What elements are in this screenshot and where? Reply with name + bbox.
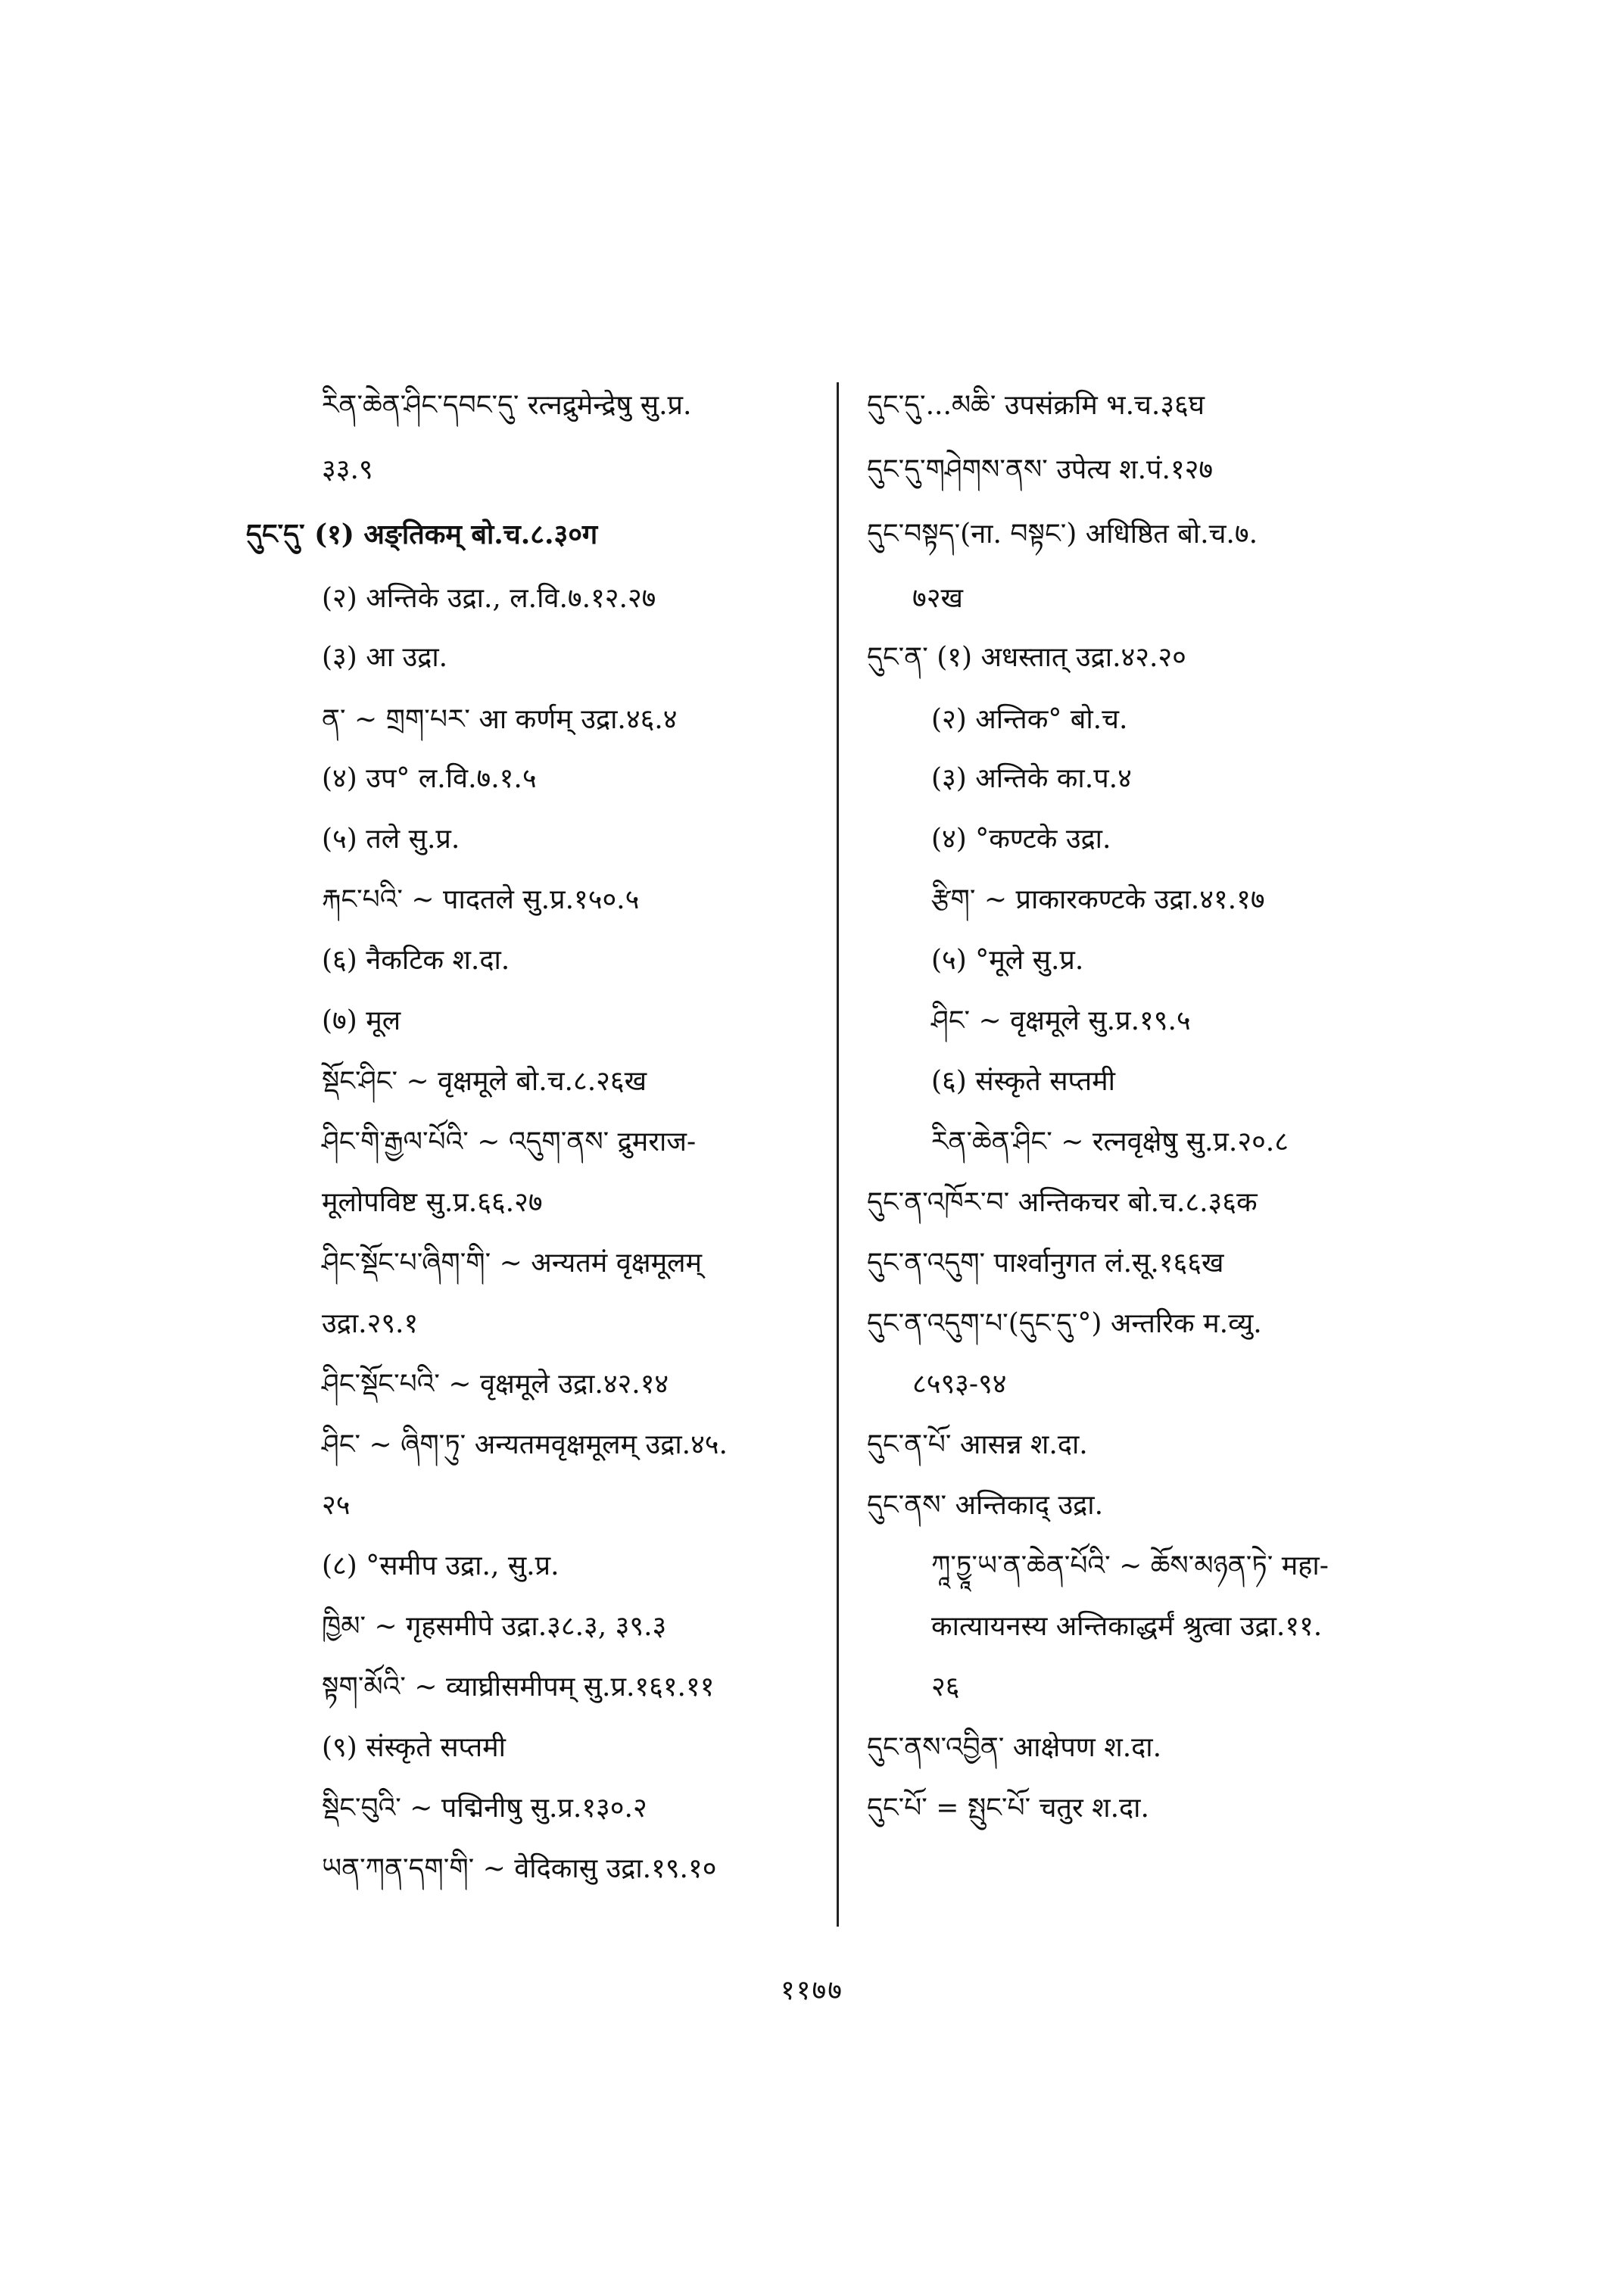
dictionary-entry-line: ཡན་ཀན་དག་གི་ ~ वेदिकासु उद्रा.१९.१० bbox=[322, 1853, 717, 1884]
dictionary-entry-line: ཤིང་སྡོང་པ་ཞིག་གི་ ~ अन्यतमं वृक्षमूलम् bbox=[322, 1248, 703, 1279]
dictionary-entry-line: कात्यायनस्य अन्तिकाद्धर्मं श्रुत्वा उद्रा.११. bbox=[931, 1611, 1323, 1642]
dictionary-entry-line: (५) °मूले सु.प्र. bbox=[931, 945, 1084, 976]
dictionary-entry-line: (६) नैकटिक श.दा. bbox=[322, 945, 510, 976]
dictionary-entry-line: ७२ख bbox=[912, 583, 963, 614]
dictionary-entry-line: ཀཱ་ཏྱཱ་ཡ་ན་ཆེན་པོའི་ ~ ཆོས་མཉན་ཏེ་ महा- bbox=[931, 1550, 1329, 1581]
dictionary-entry-line: २६ bbox=[931, 1671, 960, 1703]
dictionary-entry-line: ८५९३-९४ bbox=[912, 1369, 1007, 1400]
dictionary-entry-line: २५ bbox=[322, 1490, 351, 1521]
dictionary-entry-line: मूलोपविष्ट सु.प्र.६६.२७ bbox=[322, 1187, 543, 1218]
dictionary-entry-line: (२) अन्तिक° बो.च. bbox=[931, 704, 1128, 735]
dictionary-entry-line: དུང་ནས་འབྱིན་ आक्षेपण श.दा. bbox=[867, 1732, 1162, 1763]
dictionary-entry-line: ཤིང་གི་རྒྱལ་པོའི་ ~ འདུག་ནས་ द्रुमराज- bbox=[322, 1126, 697, 1157]
dictionary-entry-line: (७) मूल bbox=[322, 1005, 401, 1036]
dictionary-entry-line: དུང་ན་འཁོར་བ་ अन्तिकचर बो.च.८.३६क bbox=[867, 1187, 1258, 1218]
dictionary-entry-line: (४) उप° ल.वि.७.१.५ bbox=[322, 763, 537, 794]
dictionary-entry-line: ན་ ~ གྲག་པར་ आ कर्णम् उद्रा.४६.४ bbox=[322, 704, 678, 735]
column-divider bbox=[837, 382, 839, 1927]
dictionary-entry-line: དུང་བསྟད་(ना. བསྟང་) अधिष्ठित बो.च.७. bbox=[867, 519, 1258, 550]
dictionary-entry-line: རིན་ཆེན་ཤིང་དབང་དུ་ रत्नद्रुमेन्द्रेषु सु.प्र. bbox=[322, 390, 692, 421]
dictionary-entry-line: དུང་པོ་ = སྤུང་པོ་ चतुर श.दा. bbox=[867, 1793, 1149, 1824]
dictionary-entry-line: རིན་ཆེན་ཤིང་ ~ रत्नवृक्षेषु सु.प्र.२०.८ bbox=[931, 1126, 1289, 1157]
dictionary-entry-line: དུང་དུ་...མཆི་ उपसंक्रमि भ.च.३६घ bbox=[867, 390, 1205, 421]
dictionary-entry-line: (३) अन्तिके का.प.४ bbox=[931, 763, 1132, 794]
dictionary-entry-line: སྟག་མོའི་ ~ व्याघ्रीसमीपम् सु.प्र.१६१.११ bbox=[322, 1671, 715, 1703]
dictionary-entry-line: ཤིང་ ~ ཞིག་ཏུ་ अन्यतमवृक्षमूलम् उद्रा.४५. bbox=[322, 1429, 728, 1460]
dictionary-entry-line: (३) आ उद्रा. bbox=[322, 642, 448, 673]
dictionary-entry-line: སྡོང་ཤིང་ ~ वृक्षमूले बो.च.८.२६ख bbox=[322, 1066, 647, 1097]
page-number: ११७७ bbox=[781, 1975, 843, 2006]
dictionary-entry-line: (६) संस्कृते सप्तमी bbox=[931, 1066, 1116, 1097]
dictionary-entry-line: ཤིང་ ~ वृक्षमूले सु.प्र.१९.५ bbox=[931, 1005, 1191, 1036]
dictionary-entry-line: (२) अन्तिके उद्रा., ल.वि.७.१२.२७ bbox=[322, 583, 656, 614]
dictionary-entry-line: ཁྱིམ་ ~ गृहसमीपे उद्रा.३८.३, ३९.३ bbox=[322, 1611, 667, 1642]
dictionary-entry-line: དུང་ན་ (१) अधस्तात् उद्रा.४२.२० bbox=[867, 642, 1186, 673]
dictionary-entry-line: ཤིང་སྡོང་པའི་ ~ वृक्षमूले उद्रा.४२.१४ bbox=[322, 1369, 669, 1400]
dictionary-entry-line: དུང་ནས་ अन्तिकाद् उद्रा. bbox=[867, 1490, 1104, 1521]
dictionary-entry-line: དུང་ན་འདུག་ पार्श्वानुगत लं.सू.१६६ख bbox=[867, 1248, 1224, 1279]
dictionary-entry-line: དུང་དུ་གཤེགས་ནས་ उपेत्य श.पं.१२७ bbox=[867, 454, 1214, 485]
dictionary-entry-line: སྡིང་བུའི་ ~ पद्मिनीषु सु.प्र.१३०.२ bbox=[322, 1793, 647, 1824]
dictionary-entry-line: རྩིག་ ~ प्राकारकण्टके उद्रा.४१.१७ bbox=[931, 884, 1265, 915]
dictionary-entry-line: ३३.९ bbox=[322, 454, 373, 485]
dictionary-entry-line: དུང་ན་པོ་ आसन्न श.दा. bbox=[867, 1429, 1088, 1460]
dictionary-entry-line: དུང་དུ་ (१) अङ्तिकम् बो.च.८.३०ग bbox=[246, 519, 598, 550]
dictionary-entry-line: उद्रा.२९.१ bbox=[322, 1308, 419, 1339]
dictionary-entry-line: དུང་ན་འདུག་པ་(དུང་དུ་°) अन्तरिक म.व्यु. bbox=[867, 1308, 1262, 1339]
dictionary-entry-line: (५) तले सु.प्र. bbox=[322, 824, 460, 855]
dictionary-entry-line: (९) संस्कृते सप्तमी bbox=[322, 1732, 507, 1763]
dictionary-entry-line: (४) °कण्टके उद्रा. bbox=[931, 824, 1111, 855]
dictionary-entry-line: (८) °समीप उद्रा., सु.प्र. bbox=[322, 1550, 560, 1581]
dictionary-entry-line: རྐང་པའི་ ~ पादतले सु.प्र.१५०.५ bbox=[322, 884, 640, 915]
